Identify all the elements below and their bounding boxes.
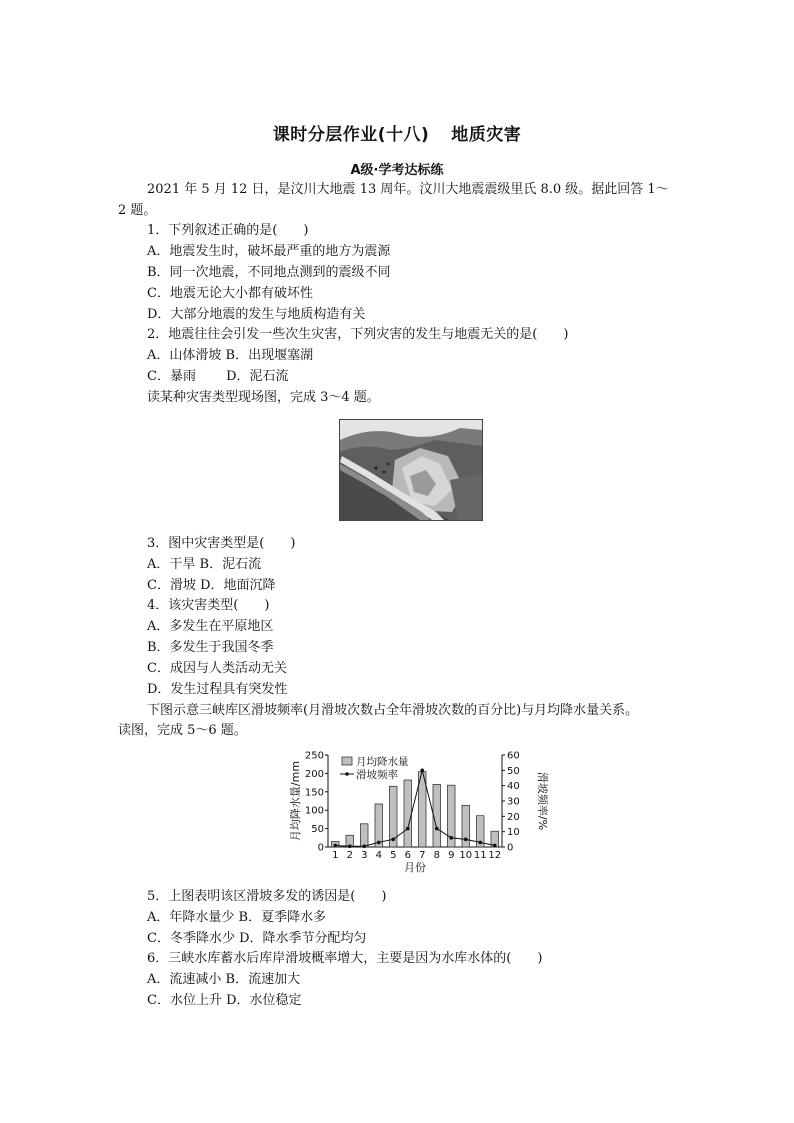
x-tick-label: 9 xyxy=(448,850,455,861)
landslide-frequency-point xyxy=(348,844,352,848)
landslide-frequency-line xyxy=(335,770,495,846)
right-tick-label: 40 xyxy=(507,781,520,793)
x-tick-label: 12 xyxy=(488,850,502,861)
q1-option-a: A．地震发生时，破坏最严重的地方为震源 xyxy=(147,244,391,259)
x-tick-label: 2 xyxy=(346,850,353,861)
legend-line-marker xyxy=(345,772,349,776)
q1-option-b: B．同一次地震，不同地点测到的震级不同 xyxy=(147,265,391,280)
right-tick-label: 0 xyxy=(507,842,514,854)
photo-illustration xyxy=(340,420,482,520)
landslide-frequency-point xyxy=(493,844,497,848)
section-level-heading: A级·学考达标练 xyxy=(350,163,444,178)
precipitation-landslide-chart xyxy=(288,747,548,875)
q2-options-cd: C．暴雨 D．泥石流 xyxy=(147,369,289,384)
x-tick-label: 11 xyxy=(473,850,487,861)
title-topic: 地质灾害 xyxy=(451,125,522,145)
q4-option-d: D．发生过程具有突发性 xyxy=(147,682,288,697)
q2-stem: 2．地震往往会引发一些次生灾害，下列灾害的发生与地震无关的是( ) xyxy=(147,327,569,342)
precip-bar xyxy=(360,824,368,847)
left-tick-label: 150 xyxy=(304,787,324,799)
q5-stem: 5．上图表明该区滑坡多发的诱因是( ) xyxy=(147,889,387,904)
x-tick-label: 5 xyxy=(390,850,397,861)
right-tick-label: 20 xyxy=(507,811,520,823)
intro-1-line-2: 2 题。 xyxy=(118,203,157,218)
precip-bar xyxy=(375,804,383,847)
landslide-frequency-point xyxy=(420,769,424,773)
right-tick-label: 30 xyxy=(507,796,520,808)
q4-stem: 4．该灾害类型( ) xyxy=(147,598,270,613)
x-tick-label: 8 xyxy=(433,850,440,861)
q3-options-ab: A．干旱 B．泥石流 xyxy=(147,557,262,572)
intro-3-line-1: 下图示意三峡库区滑坡频率(月滑坡次数占全年滑坡次数的百分比)与月均降水量关系。 xyxy=(147,703,639,718)
precip-bar xyxy=(404,780,412,847)
landslide-frequency-point xyxy=(377,841,381,845)
landslide-frequency-point xyxy=(391,838,395,842)
q3-stem: 3．图中灾害类型是( ) xyxy=(147,536,296,551)
landslide-frequency-point xyxy=(333,844,337,848)
q2-options-ab: A．山体滑坡 B．出现堰塞湖 xyxy=(147,348,314,363)
legend-line-label: 滑坡频率 xyxy=(356,769,398,781)
landslide-frequency-point xyxy=(478,841,482,845)
landslide-frequency-point xyxy=(435,827,439,831)
right-axis-label: 滑坡频率/% xyxy=(536,771,548,831)
q4-option-b: B．多发生于我国冬季 xyxy=(147,640,274,655)
intro-2: 读某种灾害类型现场图，完成 3～4 题。 xyxy=(147,390,380,405)
page-title xyxy=(0,120,794,145)
q5-options-cd: C．冬季降水少 D．降水季节分配均匀 xyxy=(147,931,367,946)
left-tick-label: 100 xyxy=(304,805,324,817)
x-tick-label: 6 xyxy=(404,850,411,861)
left-tick-label: 200 xyxy=(304,768,324,780)
x-tick-label: 4 xyxy=(375,850,382,861)
right-tick-label: 60 xyxy=(507,750,520,762)
left-tick-label: 250 xyxy=(304,750,324,762)
landslide-scene-photo xyxy=(339,419,483,521)
x-tick-label: 7 xyxy=(419,850,426,861)
intro-1-line-1: 2021 年 5 月 12 日，是汶川大地震 13 周年。汶川大地震震级里氏 8.0 级。据此回答 1～ xyxy=(147,182,669,197)
landslide-frequency-point xyxy=(362,844,366,848)
x-axis-label: 月份 xyxy=(404,861,426,874)
x-tick-label: 10 xyxy=(459,850,473,861)
q1-stem: 1．下列叙述正确的是( ) xyxy=(147,223,309,238)
q4-option-a: A．多发生在平原地区 xyxy=(147,619,274,634)
left-axis-label: 月均降水量/mm xyxy=(289,760,302,842)
q4-option-c: C．成因与人类活动无关 xyxy=(147,661,287,676)
q5-options-ab: A．年降水量少 B．夏季降水多 xyxy=(147,910,327,925)
right-tick-label: 10 xyxy=(507,827,520,839)
right-tick-label: 50 xyxy=(507,765,520,777)
x-tick-label: 3 xyxy=(361,850,368,861)
landslide-frequency-point xyxy=(464,838,468,842)
precip-bar xyxy=(433,784,441,847)
q6-stem: 6．三峡水库蓄水后库岸滑坡概率增大，主要是因为水库水体的( ) xyxy=(147,951,543,966)
left-tick-label: 50 xyxy=(311,824,324,836)
intro-3-line-2: 读图，完成 5～6 题。 xyxy=(118,723,247,738)
q1-option-d: D．大部分地震的发生与地质构造有关 xyxy=(147,307,366,322)
q3-options-cd: C．滑坡 D．地面沉降 xyxy=(147,578,276,593)
chart-svg xyxy=(288,747,548,875)
q6-options-ab: A．流速减小 B．流速加大 xyxy=(147,972,301,987)
q1-option-c: C．地震无论大小都有破坏性 xyxy=(147,286,313,301)
landslide-frequency-point xyxy=(449,836,453,840)
q6-options-cd: C．水位上升 D．水位稳定 xyxy=(147,993,302,1008)
legend-bar-label: 月均降水量 xyxy=(356,756,409,768)
title-main: 课时分层作业(十八) xyxy=(272,125,430,145)
x-tick-label: 1 xyxy=(332,850,339,861)
landslide-frequency-point xyxy=(406,827,410,831)
legend-bar-swatch xyxy=(342,757,352,765)
left-tick-label: 0 xyxy=(317,842,324,854)
